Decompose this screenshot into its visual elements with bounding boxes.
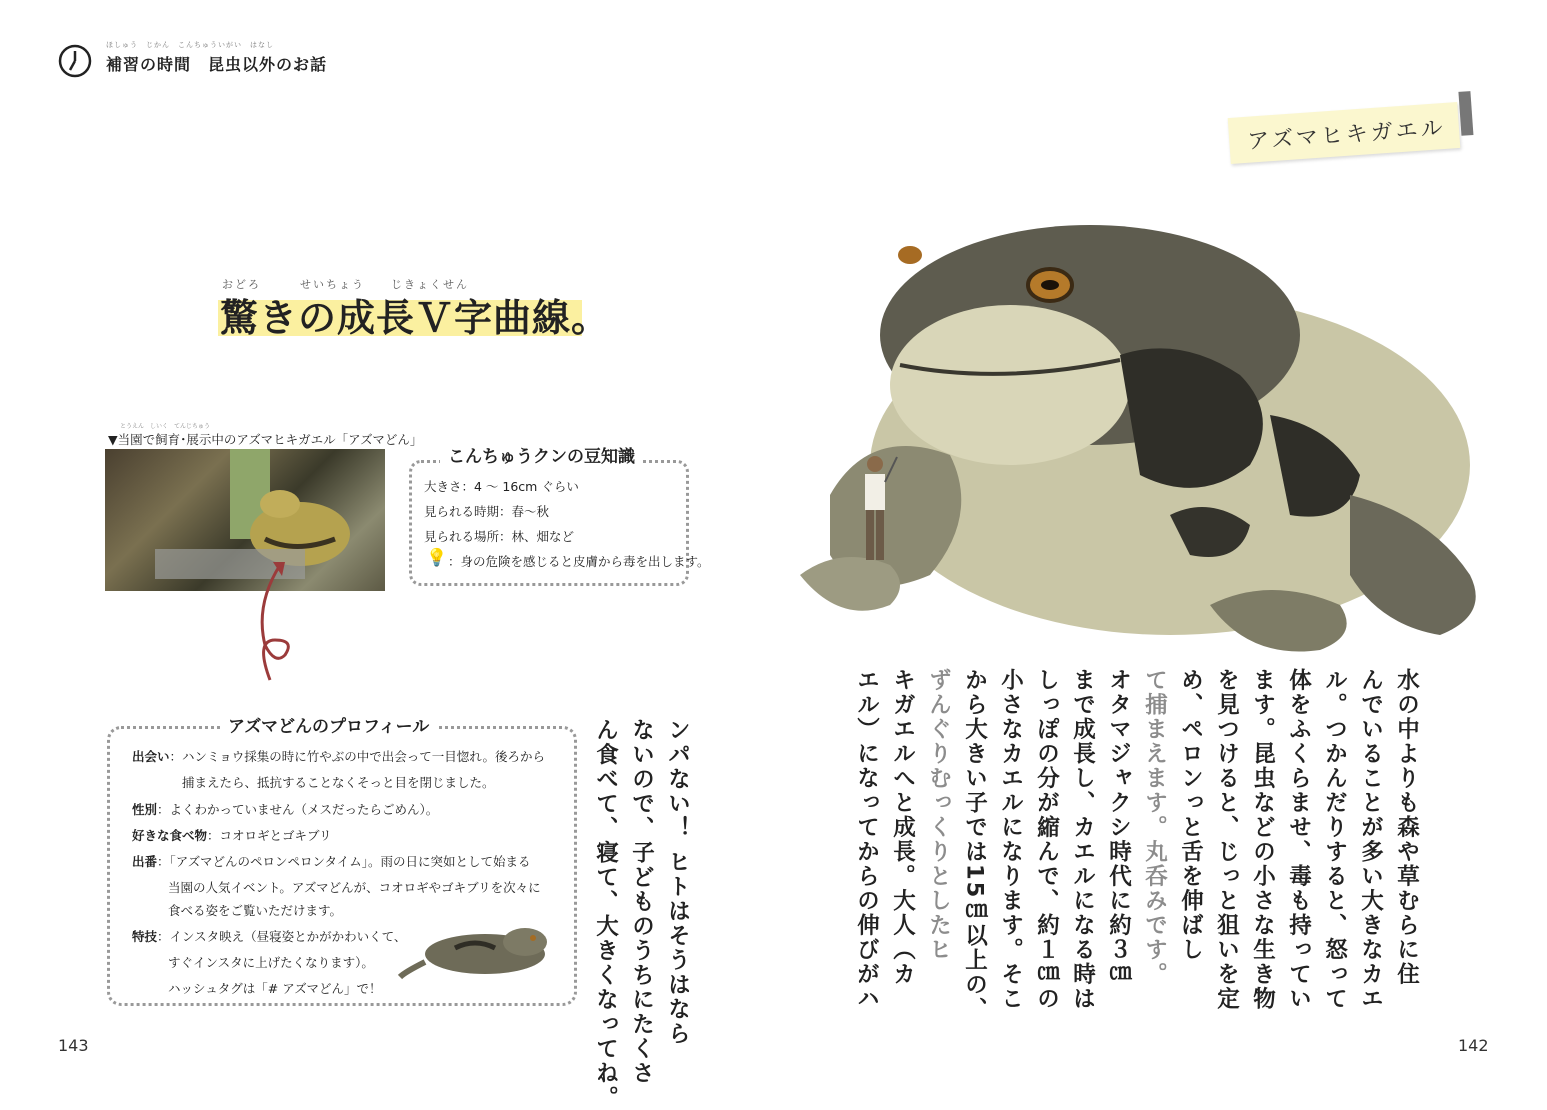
species-label — [1228, 102, 1461, 164]
profile-row: 捕まえたら、抵抗することなくそっと目を閉じました。 — [182, 775, 495, 790]
profile-row: ハッシュタグは「# アズマどん」で！ — [168, 981, 382, 996]
profile-row: 好きな食べ物：コオロギとゴキブリ — [132, 828, 332, 843]
person-illustration — [855, 452, 900, 570]
trivia-tip: ：身の危険を感じると皮膚から毒を出します。 — [448, 554, 710, 569]
body-text-column: め、ペロンっと舌を伸ばし — [1177, 668, 1204, 962]
body-text-column: まで成長し、カエルになる時は — [1069, 668, 1096, 1011]
headline: 驚きの成長Ｖ字曲線。 — [220, 295, 611, 340]
body-text-column: ないので、子どものうちにたくさ — [628, 718, 655, 1086]
label-bar — [1458, 91, 1473, 136]
photo-caption-ruby: とうえん しいく てんじちゅう — [120, 423, 211, 430]
profile-row: すぐインスタに上げたくなります）。 — [168, 955, 374, 970]
trivia-season: 見られる時期：春〜秋 — [424, 504, 550, 519]
arrow-graphic — [245, 560, 305, 710]
body-text-column: 水の中よりも森や草むらに住 — [1393, 668, 1420, 987]
body-text-column: 体をふくらませ、毒も持ってい — [1285, 668, 1312, 1011]
small-toad-illustration — [395, 922, 555, 980]
profile-row: 特技：インスタ映え（昼寝姿とかがかわいくて、 — [132, 929, 407, 944]
body-text-column: ンパない！ ヒトはそうはなら — [664, 718, 691, 1047]
body-text-column: オタマジャクシ時代に約３㎝ — [1105, 668, 1132, 987]
trivia-title: こんちゅうクンの豆知識 — [440, 442, 643, 467]
photo-caption: ▼当園で飼育･展示中のアズマヒキガエル「アズマどん」 — [108, 432, 423, 447]
body-text-column-highlight: て捕まえます。丸呑みです。 — [1141, 668, 1168, 987]
species-label-text: アズマヒキガエル — [1246, 115, 1447, 155]
page-number-right: 142 — [1458, 1036, 1489, 1055]
body-text-column: ル。つかんだりすると、怒って — [1321, 668, 1348, 1011]
body-text-column: ん食べて、寝て、大きくなってね。 — [592, 718, 619, 1110]
body-text-column: から大きい子では15㎝以上の、 — [961, 668, 988, 1022]
body-text-column-highlight: ずんぐりむっくりとしたヒ — [925, 668, 952, 962]
clock-icon — [58, 44, 92, 78]
headline-ruby: おどろ せいちょう じきょくせん — [222, 278, 469, 291]
profile-row: 食べる姿をご覧いただけます。 — [168, 903, 343, 918]
page-number-left: 143 — [58, 1036, 89, 1055]
profile-row: 性別：よくわかっていません（メスだったらごめん）。 — [132, 802, 439, 817]
profile-title: アズマどんのプロフィール — [220, 712, 437, 737]
trivia-place: 見られる場所：林、畑など — [424, 529, 575, 544]
header-title: 補習の時間 昆虫以外のお話 — [106, 55, 328, 74]
body-text-column: ます。昆虫などの小さな生き物 — [1249, 668, 1276, 1011]
toad-illustration — [790, 215, 1547, 660]
body-text-column: 小さなカエルになります。そこ — [997, 668, 1024, 1011]
profile-row: 当園の人気イベント。アズマどんが、コオロギやゴキブリを次々に — [168, 880, 541, 895]
body-text-column: んでいることが多い大きなカエ — [1357, 668, 1384, 1011]
body-text-column: を見つけると、じっと狙いを定 — [1213, 668, 1240, 1011]
profile-row: 出会い：ハンミョウ採集の時に竹やぶの中で出会って一目惚れ。後ろから — [132, 749, 546, 764]
lightbulb-icon: 💡 — [426, 548, 448, 568]
body-text-column: エル）になってからの伸びがハ — [853, 668, 880, 1011]
header-ruby: ほしゅう じかん こんちゅういがい はなし — [106, 41, 274, 49]
body-text-column: しっぽの分が縮んで、約１㎝の — [1033, 668, 1060, 1011]
body-text-column: キガエルへと成長。大人（カ — [889, 668, 916, 987]
profile-row: 出番：「アズマどんのペロンペロンタイム」。雨の日に突如として始まる — [132, 854, 531, 869]
trivia-size: 大きさ：4 〜 16cm ぐらい — [424, 479, 579, 494]
